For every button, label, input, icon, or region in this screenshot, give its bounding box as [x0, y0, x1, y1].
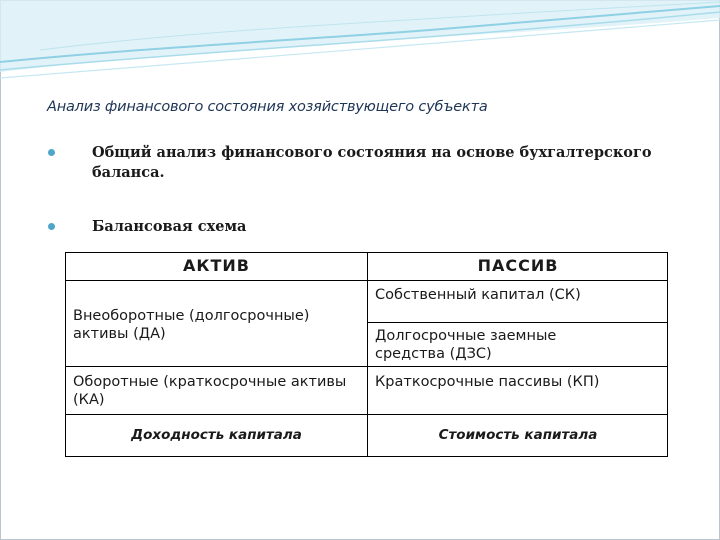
asset-noncurrent: Внеоборотные (долгосрочные) активы (ДА)	[73, 308, 310, 342]
slide-title: Анализ финансового состояния хозяйствующего субъекта	[47, 99, 488, 115]
table-header-divider	[66, 280, 667, 281]
liability-row-divider	[368, 366, 668, 367]
liability-header: ПАССИВ	[477, 256, 559, 275]
bullet-dot-icon	[48, 149, 55, 156]
liability-long-term: Долгосрочные заемные средства (ДЗС)	[375, 328, 557, 362]
wave-decoration	[0, 0, 720, 90]
asset-footer: Доходность капитала	[131, 427, 302, 443]
bullet-text: Общий анализ финансового состояния на основе бухгалтерского баланса.	[92, 144, 652, 181]
asset-header: АКТИВ	[183, 256, 250, 275]
asset-current: Оборотные (краткосрочные активы (КА)	[73, 374, 347, 408]
liability-footer: Стоимость капитала	[438, 427, 598, 443]
liability-equity: Собственный капитал (СК)	[375, 287, 581, 303]
liability-short-term: Краткосрочные пассивы (КП)	[375, 374, 600, 390]
asset-row-divider	[66, 366, 368, 367]
table-body-divider	[66, 414, 667, 415]
liability-row-divider	[368, 322, 668, 323]
bullet-text: Балансовая схема	[92, 218, 247, 235]
balance-table	[65, 252, 668, 457]
bullet-dot-icon	[48, 223, 55, 230]
